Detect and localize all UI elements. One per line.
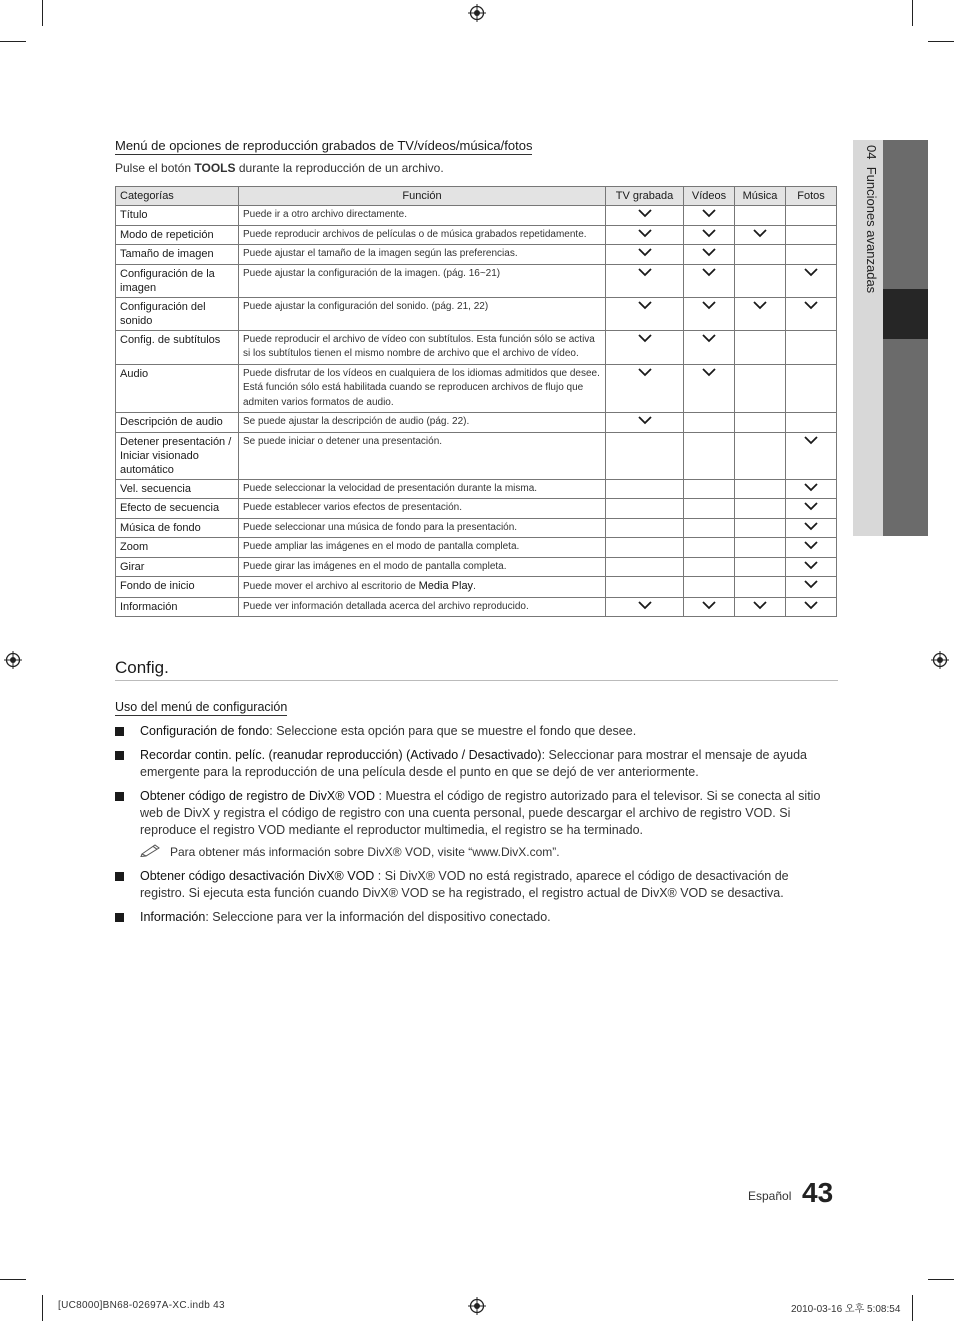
- chapter-tab-active-block: [883, 289, 928, 339]
- function-cell: Puede reproducir el archivo de vídeo con subtítulos. Esta función sólo se activa si los subtítulos tienen el mismo nombre de archivo que el archivo de vídeo.: [239, 330, 606, 364]
- support-cell: [606, 557, 684, 577]
- check-icon: [803, 501, 819, 511]
- check-icon: [803, 300, 819, 310]
- column-header: Fotos: [786, 187, 837, 206]
- check-icon: [701, 208, 717, 218]
- support-cell: [735, 479, 786, 499]
- list-item: Recordar contin. pelíc. (reanudar reproducción) (Activado / Desactivado): Seleccionar para mostrar el mensaje de ayuda emergente para la reproducción de una película desde el punto en que se dejó de ver anteriormente.: [115, 747, 837, 781]
- table-row: [116, 538, 837, 558]
- registration-mark-icon: [468, 4, 486, 22]
- check-icon: [637, 415, 653, 425]
- support-cell: [735, 264, 786, 297]
- crop-mark: [912, 0, 913, 26]
- support-cell: [786, 538, 837, 558]
- support-cell: [786, 330, 837, 364]
- category-cell: Configuración de la imagen: [116, 264, 239, 297]
- function-cell: Puede ampliar las imágenes en el modo de pantalla completa.: [239, 538, 606, 558]
- check-icon: [752, 300, 768, 310]
- square-bullet-icon: [115, 913, 124, 922]
- crop-mark: [928, 1279, 954, 1280]
- support-cell: [684, 245, 735, 265]
- support-cell: [735, 499, 786, 519]
- support-cell: [684, 330, 735, 364]
- table-row: [116, 577, 837, 598]
- table-row: [116, 297, 837, 330]
- check-icon: [803, 600, 819, 610]
- chapter-label: 04 Funciones avanzadas: [864, 145, 879, 294]
- category-cell: Tamaño de imagen: [116, 245, 239, 265]
- support-cell: [735, 557, 786, 577]
- check-icon: [701, 300, 717, 310]
- check-icon: [637, 300, 653, 310]
- check-icon: [752, 228, 768, 238]
- function-cell: Puede reproducir archivos de películas o de música grabados repetidamente.: [239, 225, 606, 245]
- check-icon: [803, 560, 819, 570]
- check-icon: [637, 228, 653, 238]
- support-cell: [735, 577, 786, 598]
- support-cell: [786, 499, 837, 519]
- support-cell: [786, 297, 837, 330]
- category-cell: Girar: [116, 557, 239, 577]
- check-icon: [637, 208, 653, 218]
- page-number: 43: [802, 1177, 834, 1208]
- support-cell: [606, 499, 684, 519]
- category-cell: Modo de repetición: [116, 225, 239, 245]
- support-cell: [606, 538, 684, 558]
- function-cell: Puede ajustar la configuración de la imagen. (pág. 16~21): [239, 264, 606, 297]
- registration-mark-icon: [468, 1297, 486, 1315]
- support-cell: [786, 597, 837, 617]
- check-icon: [803, 579, 819, 589]
- support-cell: [735, 432, 786, 479]
- support-cell: [786, 518, 837, 538]
- crop-mark: [0, 1279, 26, 1280]
- chapter-tab-block: [883, 140, 928, 289]
- list-item: Información: Seleccione para ver la información del dispositivo conectado.: [115, 909, 837, 926]
- check-icon: [803, 482, 819, 492]
- table-row: [116, 597, 837, 617]
- table-row: [116, 206, 837, 226]
- support-cell: [786, 413, 837, 433]
- list-item: Configuración de fondo: Seleccione esta opción para que se muestre el fondo que desee.: [115, 723, 837, 740]
- check-icon: [803, 540, 819, 550]
- support-cell: [786, 432, 837, 479]
- table-row: [116, 479, 837, 499]
- support-cell: [684, 499, 735, 519]
- category-cell: Config. de subtítulos: [116, 330, 239, 364]
- table-row: [116, 245, 837, 265]
- table-row: [116, 432, 837, 479]
- square-bullet-icon: [115, 792, 124, 801]
- check-icon: [803, 267, 819, 277]
- category-cell: Efecto de secuencia: [116, 499, 239, 519]
- check-icon: [701, 247, 717, 257]
- support-cell: [735, 364, 786, 413]
- table-row: [116, 364, 837, 413]
- check-icon: [637, 247, 653, 257]
- function-cell: Puede ir a otro archivo directamente.: [239, 206, 606, 226]
- support-cell: [684, 206, 735, 226]
- function-cell: Puede establecer varios efectos de presentación.: [239, 499, 606, 519]
- category-cell: Zoom: [116, 538, 239, 558]
- table-row: [116, 264, 837, 297]
- square-bullet-icon: [115, 751, 124, 760]
- support-cell: [684, 557, 735, 577]
- support-cell: [735, 413, 786, 433]
- function-cell: Puede seleccionar una música de fondo para la presentación.: [239, 518, 606, 538]
- category-cell: Audio: [116, 364, 239, 413]
- support-cell: [786, 364, 837, 413]
- check-icon: [637, 367, 653, 377]
- config-subheading: Uso del menú de configuración: [115, 700, 288, 714]
- check-icon: [752, 600, 768, 610]
- support-cell: [684, 479, 735, 499]
- check-icon: [637, 267, 653, 277]
- support-cell: [786, 557, 837, 577]
- category-cell: Fondo de inicio: [116, 577, 239, 598]
- list-item: Obtener código desactivación DivX® VOD : Si DivX® VOD no está registrado, aparece el código de desactivación de registro. Si ejecuta esta función cuando DivX® VOD se ha registrado, el registro actual de DivX® VOD se desactiva.: [115, 868, 837, 902]
- support-cell: [606, 577, 684, 598]
- crop-mark: [928, 41, 954, 42]
- language-label: Español: [748, 1189, 792, 1203]
- support-cell: [606, 330, 684, 364]
- crop-mark: [42, 1295, 43, 1321]
- support-cell: [786, 245, 837, 265]
- config-heading: Config.: [115, 658, 838, 681]
- table-row: [116, 518, 837, 538]
- support-cell: [735, 206, 786, 226]
- category-cell: Vel. secuencia: [116, 479, 239, 499]
- config-list: [115, 723, 837, 933]
- support-cell: [684, 364, 735, 413]
- support-cell: [786, 206, 837, 226]
- crop-mark: [912, 1295, 913, 1321]
- function-cell: Se puede iniciar o detener una presentación.: [239, 432, 606, 479]
- support-cell: [735, 538, 786, 558]
- support-cell: [684, 413, 735, 433]
- function-cell: Puede ajustar la configuración del sonido. (pág. 21, 22): [239, 297, 606, 330]
- check-icon: [701, 367, 717, 377]
- function-cell: Puede ajustar el tamaño de la imagen según las preferencias.: [239, 245, 606, 265]
- table-row: [116, 330, 837, 364]
- function-cell: Se puede ajustar la descripción de audio (pág. 22).: [239, 413, 606, 433]
- chapter-tab-block: [883, 339, 928, 536]
- check-icon: [701, 267, 717, 277]
- check-icon: [803, 435, 819, 445]
- support-cell: [786, 264, 837, 297]
- crop-mark: [0, 41, 26, 42]
- category-cell: Información: [116, 597, 239, 617]
- support-cell: [606, 364, 684, 413]
- function-cell: Puede ver información detallada acerca del archivo reproducido.: [239, 597, 606, 617]
- column-header: Categorías: [116, 187, 239, 206]
- support-cell: [606, 432, 684, 479]
- support-cell: [606, 264, 684, 297]
- square-bullet-icon: [115, 727, 124, 736]
- section-intro: Pulse el botón TOOLS durante la reproducción de un archivo.: [115, 161, 444, 175]
- support-cell: [606, 518, 684, 538]
- list-item: Obtener código de registro de DivX® VOD : Muestra el código de registro autorizado para el televisor. Si se conecta al sitio web de DivX y registra el código de registro con una cuenta personal, puede descargar el archivo de registro VOD. Si reproduce el registro VOD mediante el reproductor multimedia, el registro se ha terminado. Para obtener más información sobre DivX® VOD, visite “www.DivX.com”.: [115, 788, 837, 861]
- support-cell: [786, 479, 837, 499]
- support-cell: [684, 297, 735, 330]
- support-cell: [735, 597, 786, 617]
- function-cell: Puede disfrutar de los vídeos en cualquiera de los idiomas admitidos que desee. Está función sólo está habilitada cuando se reproducen archivos de flujo que admiten varios formatos de audio.: [239, 364, 606, 413]
- print-date: 2010-03-16 오후 5:08:54: [791, 1304, 901, 1315]
- support-cell: [735, 330, 786, 364]
- divx-note: Para obtener más información sobre DivX® VOD, visite “www.DivX.com”.: [140, 844, 837, 861]
- support-cell: [684, 538, 735, 558]
- options-table: [115, 186, 837, 617]
- support-cell: [606, 225, 684, 245]
- check-icon: [701, 228, 717, 238]
- support-cell: [606, 245, 684, 265]
- check-icon: [701, 333, 717, 343]
- section-title: Menú de opciones de reproducción grabados de TV/vídeos/música/fotos: [115, 138, 533, 153]
- support-cell: [735, 225, 786, 245]
- category-cell: Configuración del sonido: [116, 297, 239, 330]
- crop-mark: [42, 0, 43, 26]
- support-cell: [606, 597, 684, 617]
- registration-mark-icon: [4, 651, 22, 669]
- table-row: [116, 557, 837, 577]
- column-header: Función: [239, 187, 606, 206]
- function-cell: Puede seleccionar la velocidad de presentación durante la misma.: [239, 479, 606, 499]
- category-cell: Título: [116, 206, 239, 226]
- support-cell: [606, 479, 684, 499]
- function-cell: Puede girar las imágenes en el modo de pantalla completa.: [239, 557, 606, 577]
- print-file-info: [UC8000]BN68-02697A-XC.indb 43: [58, 1300, 225, 1311]
- support-cell: [684, 264, 735, 297]
- category-cell: Descripción de audio: [116, 413, 239, 433]
- support-cell: [606, 413, 684, 433]
- support-cell: [684, 432, 735, 479]
- category-cell: Música de fondo: [116, 518, 239, 538]
- support-cell: [735, 245, 786, 265]
- support-cell: [684, 225, 735, 245]
- column-header: Vídeos: [684, 187, 735, 206]
- support-cell: [684, 577, 735, 598]
- table-row: [116, 225, 837, 245]
- table-row: [116, 413, 837, 433]
- support-cell: [786, 225, 837, 245]
- check-icon: [701, 600, 717, 610]
- table-header-row: [116, 187, 837, 206]
- registration-mark-icon: [931, 651, 949, 669]
- check-icon: [637, 600, 653, 610]
- column-header: Música: [735, 187, 786, 206]
- support-cell: [606, 297, 684, 330]
- tools-button-label: TOOLS: [194, 161, 236, 175]
- support-cell: [684, 597, 735, 617]
- check-icon: [637, 333, 653, 343]
- check-icon: [803, 521, 819, 531]
- function-cell: Puede mover el archivo al escritorio de Media Play.: [239, 577, 606, 598]
- table-row: [116, 499, 837, 519]
- support-cell: [684, 518, 735, 538]
- pencil-note-icon: [140, 843, 162, 857]
- support-cell: [606, 206, 684, 226]
- support-cell: [735, 518, 786, 538]
- support-cell: [735, 297, 786, 330]
- column-header: TV grabada: [606, 187, 684, 206]
- square-bullet-icon: [115, 872, 124, 881]
- category-cell: Detener presentación / Iniciar visionado automático: [116, 432, 239, 479]
- support-cell: [786, 577, 837, 598]
